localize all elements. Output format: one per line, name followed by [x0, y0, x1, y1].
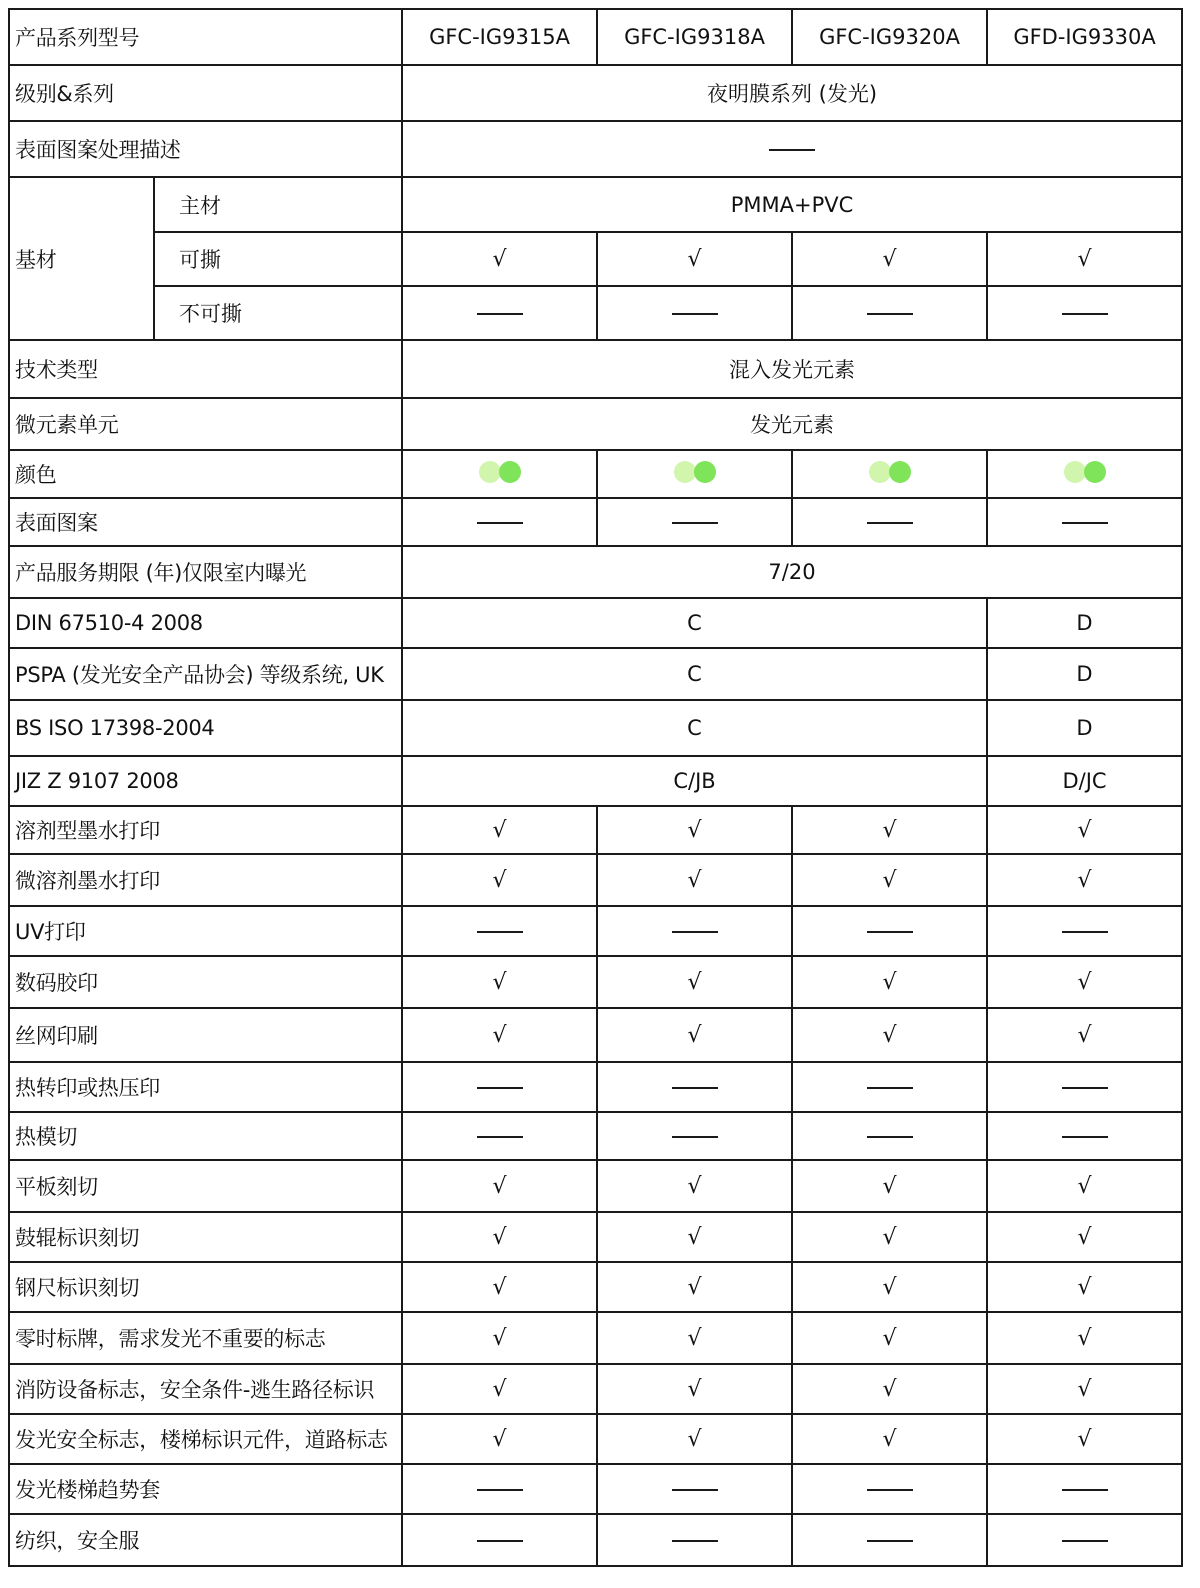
dash-mark: [1062, 1540, 1108, 1542]
mark-cell: [402, 232, 597, 286]
application-row: [9, 1514, 1182, 1566]
mark-cell: [792, 1262, 987, 1312]
substrate-non-peelable-label: 不可撕: [154, 286, 402, 340]
pspa-label: PSPA (发光安全产品协会) 等级系统, UK: [9, 648, 402, 700]
check-mark: √: [687, 1325, 702, 1351]
mark-cell: [597, 498, 792, 546]
mark-cell: [987, 286, 1182, 340]
check-mark: √: [882, 1376, 897, 1402]
mark-cell: [987, 1212, 1182, 1262]
check-mark: √: [492, 1173, 507, 1199]
pspa-row: [9, 648, 1182, 700]
mark-cell: [402, 1312, 597, 1364]
grade-series-label: 级别&系列: [9, 65, 402, 121]
mark-cell: [792, 1212, 987, 1262]
application-label: 热转印或热压印: [9, 1062, 402, 1112]
mark-cell: [402, 1160, 597, 1212]
color-row: [9, 450, 1182, 498]
green-dot-icon: [1084, 461, 1106, 483]
mark-cell: [987, 1364, 1182, 1414]
jiz-row: [9, 756, 1182, 806]
mark-cell: [402, 1008, 597, 1062]
model-3: GFC-IG9320A: [792, 9, 987, 65]
mark-cell: [402, 1464, 597, 1514]
check-mark: √: [492, 1022, 507, 1048]
dash-mark: [1062, 313, 1108, 315]
mark-cell: [402, 956, 597, 1008]
mark-cell: [792, 286, 987, 340]
application-label: 零时标牌，需求发光不重要的标志: [9, 1312, 402, 1364]
din-value-left: C: [402, 598, 987, 648]
dash-mark: [477, 1136, 523, 1138]
dash-mark: [1062, 1136, 1108, 1138]
application-row: [9, 1414, 1182, 1464]
pspa-value-right: D: [987, 648, 1182, 700]
mark-cell: [597, 854, 792, 906]
application-label: 发光安全标志，楼梯标识元件，道路标志: [9, 1414, 402, 1464]
micro-unit-row: [9, 398, 1182, 450]
jiz-label: JIZ Z 9107 2008: [9, 756, 402, 806]
micro-unit-label: 微元素单元: [9, 398, 402, 450]
mark-cell: [987, 1008, 1182, 1062]
dash-mark: [672, 1489, 718, 1491]
check-mark: √: [1077, 1274, 1092, 1300]
dash-mark: [477, 1540, 523, 1542]
substrate-peelable-row: [9, 232, 1182, 286]
mark-cell: [987, 906, 1182, 956]
application-label: 数码胶印: [9, 956, 402, 1008]
application-row: [9, 1062, 1182, 1112]
check-mark: √: [687, 1376, 702, 1402]
service-life-row: [9, 546, 1182, 598]
dash-mark: [867, 1540, 913, 1542]
check-mark: √: [1077, 1224, 1092, 1250]
check-mark: √: [1077, 867, 1092, 893]
mark-cell: [402, 806, 597, 854]
mark-cell: [987, 1160, 1182, 1212]
din-row: [9, 598, 1182, 648]
mark-cell: [987, 1262, 1182, 1312]
header-row: [9, 9, 1182, 65]
application-row: [9, 1008, 1182, 1062]
green-dot-icon: [694, 461, 716, 483]
dash-mark: [672, 931, 718, 933]
check-mark: √: [687, 867, 702, 893]
application-label: 消防设备标志，安全条件-逃生路径标识: [9, 1364, 402, 1414]
model-4: GFD-IG9330A: [987, 9, 1182, 65]
check-mark: √: [687, 817, 702, 843]
model-2: GFC-IG9318A: [597, 9, 792, 65]
check-mark: √: [1077, 1325, 1092, 1351]
application-label: 平板刻切: [9, 1160, 402, 1212]
check-mark: √: [492, 969, 507, 995]
application-label: 发光楼梯趋势套: [9, 1464, 402, 1514]
mark-cell: [792, 450, 987, 498]
mark-cell: [402, 906, 597, 956]
substrate-main-row: [9, 177, 1182, 232]
dash-mark: [672, 1136, 718, 1138]
bs-iso-value-right: D: [987, 700, 1182, 756]
dash-mark: [672, 1087, 718, 1089]
dash-mark: [477, 931, 523, 933]
check-mark: √: [687, 969, 702, 995]
mark-cell: [597, 906, 792, 956]
mark-cell: [597, 450, 792, 498]
check-mark: √: [1077, 817, 1092, 843]
color-swatch-icon: [869, 461, 911, 483]
dash-mark: [867, 522, 913, 524]
application-row: [9, 1464, 1182, 1514]
mark-cell: [402, 1062, 597, 1112]
check-mark: √: [882, 969, 897, 995]
surface-desc-row: [9, 121, 1182, 177]
check-mark: √: [492, 1426, 507, 1452]
check-mark: √: [492, 817, 507, 843]
light-green-dot-icon: [1064, 461, 1086, 483]
mark-cell: [792, 1112, 987, 1160]
mark-cell: [987, 854, 1182, 906]
din-label: DIN 67510-4 2008: [9, 598, 402, 648]
dash-mark: [1062, 522, 1108, 524]
check-mark: √: [492, 246, 507, 272]
mark-cell: [792, 956, 987, 1008]
check-mark: √: [492, 1376, 507, 1402]
check-mark: √: [882, 246, 897, 272]
check-mark: √: [882, 1173, 897, 1199]
mark-cell: [597, 1514, 792, 1566]
surface-desc-label: 表面图案处理描述: [9, 121, 402, 177]
light-green-dot-icon: [479, 461, 501, 483]
dash-mark: [477, 1489, 523, 1491]
mark-cell: [987, 1464, 1182, 1514]
application-rows: [9, 806, 1182, 1566]
application-label: 钢尺标识刻切: [9, 1262, 402, 1312]
mark-cell: [597, 806, 792, 854]
application-row: [9, 956, 1182, 1008]
mark-cell: [597, 956, 792, 1008]
check-mark: √: [687, 246, 702, 272]
mark-cell: [792, 1008, 987, 1062]
mark-cell: [987, 1514, 1182, 1566]
green-dot-icon: [889, 461, 911, 483]
check-mark: √: [492, 1224, 507, 1250]
jiz-value-right: D/JC: [987, 756, 1182, 806]
mark-cell: [597, 1464, 792, 1514]
mark-cell: [597, 1262, 792, 1312]
mark-cell: [987, 956, 1182, 1008]
mark-cell: [597, 1212, 792, 1262]
tech-type-value: 混入发光元素: [402, 340, 1182, 398]
application-label: 微溶剂墨水打印: [9, 854, 402, 906]
mark-cell: [987, 450, 1182, 498]
color-swatch-icon: [674, 461, 716, 483]
substrate-main-label: 主材: [154, 177, 402, 232]
light-green-dot-icon: [674, 461, 696, 483]
application-row: [9, 806, 1182, 854]
bs-iso-row: [9, 700, 1182, 756]
dash-mark: [477, 522, 523, 524]
mark-cell: [792, 806, 987, 854]
dash-mark: [1062, 1489, 1108, 1491]
substrate-non-peelable-row: [9, 286, 1182, 340]
din-value-right: D: [987, 598, 1182, 648]
check-mark: √: [882, 1426, 897, 1452]
substrate-peelable-label: 可撕: [154, 232, 402, 286]
mark-cell: [597, 1112, 792, 1160]
check-mark: √: [492, 1274, 507, 1300]
dash-mark: [672, 1540, 718, 1542]
check-mark: √: [882, 1274, 897, 1300]
application-row: [9, 906, 1182, 956]
mark-cell: [792, 498, 987, 546]
application-label: UV打印: [9, 906, 402, 956]
check-mark: √: [687, 1022, 702, 1048]
mark-cell: [597, 286, 792, 340]
mark-cell: [402, 1112, 597, 1160]
bs-iso-value-left: C: [402, 700, 987, 756]
mark-cell: [987, 1312, 1182, 1364]
check-mark: √: [687, 1224, 702, 1250]
mark-cell: [792, 906, 987, 956]
application-label: 鼓辊标识刻切: [9, 1212, 402, 1262]
surface-pattern-row: [9, 498, 1182, 546]
dash-mark: [867, 1489, 913, 1491]
mark-cell: [402, 1414, 597, 1464]
tech-type-label: 技术类型: [9, 340, 402, 398]
tech-type-row: [9, 340, 1182, 398]
mark-cell: [792, 1464, 987, 1514]
dash-mark: [867, 313, 913, 315]
substrate-label: 基材: [9, 177, 154, 340]
substrate-main-value: PMMA+PVC: [402, 177, 1182, 232]
mark-cell: [597, 1364, 792, 1414]
mark-cell: [402, 1212, 597, 1262]
mark-cell: [792, 854, 987, 906]
dash-mark: [477, 1087, 523, 1089]
mark-cell: [402, 1262, 597, 1312]
application-row: [9, 1312, 1182, 1364]
mark-cell: [987, 1062, 1182, 1112]
mark-cell: [402, 1364, 597, 1414]
application-row: [9, 1364, 1182, 1414]
micro-unit-value: 发光元素: [402, 398, 1182, 450]
application-row: [9, 1112, 1182, 1160]
mark-cell: [987, 806, 1182, 854]
check-mark: √: [882, 867, 897, 893]
application-label: 热模切: [9, 1112, 402, 1160]
mark-cell: [402, 450, 597, 498]
check-mark: √: [1077, 1376, 1092, 1402]
jiz-value-left: C/JB: [402, 756, 987, 806]
check-mark: √: [687, 1173, 702, 1199]
check-mark: √: [1077, 1173, 1092, 1199]
mark-cell: [402, 1514, 597, 1566]
check-mark: √: [492, 867, 507, 893]
application-row: [9, 854, 1182, 906]
dash-mark: [867, 1087, 913, 1089]
dash-mark: [1062, 931, 1108, 933]
surface-pattern-label: 表面图案: [9, 498, 402, 546]
application-row: [9, 1160, 1182, 1212]
check-mark: √: [687, 1274, 702, 1300]
spec-table: [8, 8, 1183, 1567]
check-mark: √: [1077, 1426, 1092, 1452]
check-mark: √: [882, 817, 897, 843]
grade-series-row: [9, 65, 1182, 121]
mark-cell: [987, 1414, 1182, 1464]
dash-mark: [867, 931, 913, 933]
mark-cell: [792, 1160, 987, 1212]
model-1: GFC-IG9315A: [402, 9, 597, 65]
application-row: [9, 1212, 1182, 1262]
mark-cell: [792, 1514, 987, 1566]
application-label: 溶剂型墨水打印: [9, 806, 402, 854]
mark-cell: [597, 1312, 792, 1364]
mark-cell: [597, 1414, 792, 1464]
mark-cell: [987, 232, 1182, 286]
bs-iso-label: BS ISO 17398-2004: [9, 700, 402, 756]
mark-cell: [987, 498, 1182, 546]
check-mark: √: [1077, 969, 1092, 995]
check-mark: √: [1077, 1022, 1092, 1048]
mark-cell: [987, 1112, 1182, 1160]
dash-mark: [1062, 1087, 1108, 1089]
dash-mark: [672, 522, 718, 524]
dash-mark: [769, 149, 815, 151]
light-green-dot-icon: [869, 461, 891, 483]
check-mark: √: [492, 1325, 507, 1351]
mark-cell: [792, 232, 987, 286]
service-life-label: 产品服务期限 (年)仅限室内曝光: [9, 546, 402, 598]
check-mark: √: [687, 1426, 702, 1452]
surface-desc-value: [402, 121, 1182, 177]
mark-cell: [792, 1414, 987, 1464]
color-swatch-icon: [1064, 461, 1106, 483]
mark-cell: [597, 1008, 792, 1062]
dash-mark: [867, 1136, 913, 1138]
mark-cell: [402, 286, 597, 340]
mark-cell: [402, 498, 597, 546]
application-label: 丝网印刷: [9, 1008, 402, 1062]
dash-mark: [477, 313, 523, 315]
dash-mark: [672, 313, 718, 315]
mark-cell: [597, 232, 792, 286]
pspa-value-left: C: [402, 648, 987, 700]
mark-cell: [792, 1364, 987, 1414]
check-mark: √: [882, 1022, 897, 1048]
color-label: 颜色: [9, 450, 402, 498]
grade-series-value: 夜明膜系列 (发光): [402, 65, 1182, 121]
check-mark: √: [1077, 246, 1092, 272]
green-dot-icon: [499, 461, 521, 483]
application-row: [9, 1262, 1182, 1312]
mark-cell: [792, 1062, 987, 1112]
check-mark: √: [882, 1325, 897, 1351]
mark-cell: [597, 1160, 792, 1212]
check-mark: √: [882, 1224, 897, 1250]
color-swatch-icon: [479, 461, 521, 483]
header-title: 产品系列型号: [9, 9, 402, 65]
service-life-value: 7/20: [402, 546, 1182, 598]
application-label: 纺织，安全服: [9, 1514, 402, 1566]
mark-cell: [597, 1062, 792, 1112]
mark-cell: [792, 1312, 987, 1364]
mark-cell: [402, 854, 597, 906]
